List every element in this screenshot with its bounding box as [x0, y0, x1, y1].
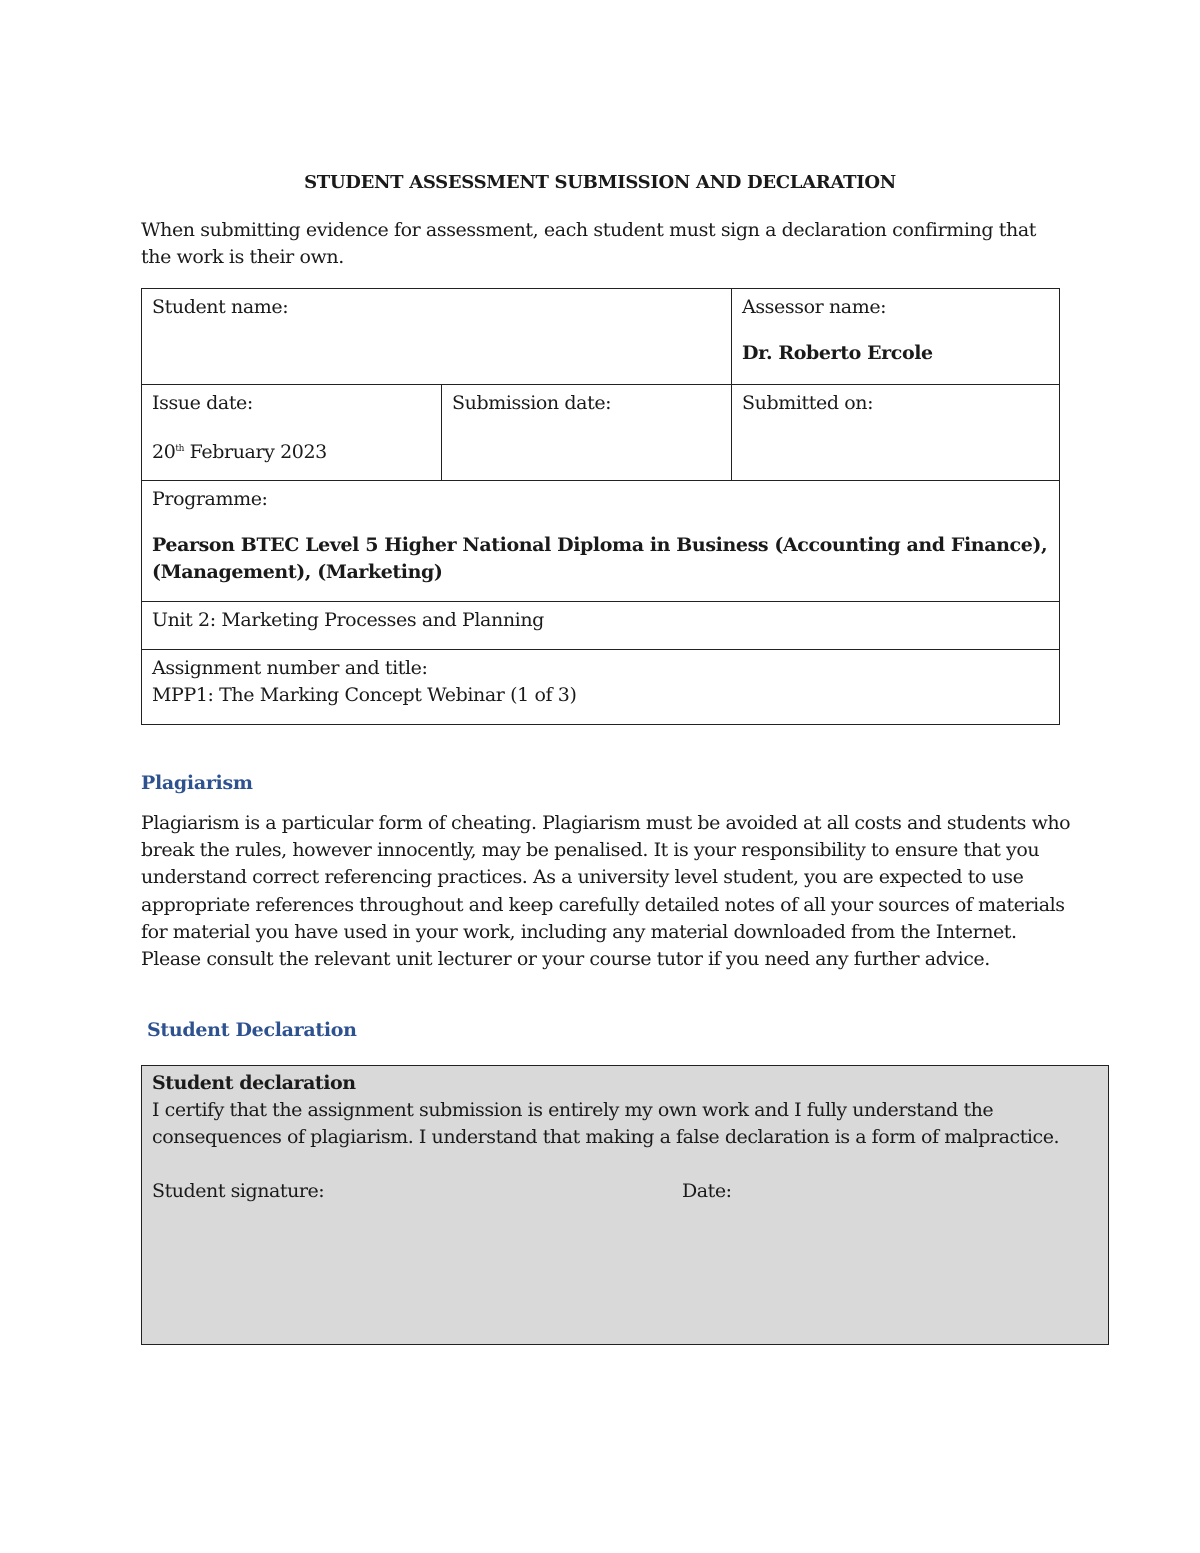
- submission-date-label: Submission date:: [452, 392, 612, 414]
- plagiarism-heading: Plagiarism: [141, 772, 253, 794]
- student-declaration-box: [141, 1065, 1109, 1345]
- assessor-name-value: Dr. Roberto Ercole: [742, 342, 933, 364]
- declaration-text: I certify that the assignment submission is entirely my own work and I fully understand the consequences of plagiarism. I understand that making a false declaration is a form of malpractice.: [152, 1099, 1060, 1149]
- submitted-on-cell[interactable]: [732, 385, 1060, 481]
- submitted-on-label: Submitted on:: [742, 392, 874, 414]
- student-declaration-heading: Student Declaration: [147, 1019, 357, 1041]
- issue-date-label: Issue date:: [152, 392, 253, 414]
- issue-date-value: 20th February 2023: [152, 441, 327, 463]
- unit-cell: [142, 602, 1060, 650]
- programme-label: Programme:: [152, 488, 268, 510]
- declaration-box-title: Student declaration: [152, 1072, 356, 1094]
- assessor-name-label: Assessor name:: [742, 296, 887, 318]
- student-name-cell[interactable]: [142, 289, 732, 385]
- page-title: STUDENT ASSESSMENT SUBMISSION AND DECLARATION: [304, 172, 896, 193]
- assignment-label: Assignment number and title:: [152, 657, 428, 679]
- programme-cell: [142, 481, 1060, 602]
- submission-date-cell[interactable]: [442, 385, 732, 481]
- student-signature-field[interactable]: Student signature:: [152, 1180, 325, 1202]
- assignment-value: MPP1: The Marking Concept Webinar (1 of 3): [152, 684, 577, 706]
- intro-paragraph: When submitting evidence for assessment, each student must sign a declaration confirming that the work is their own.: [141, 219, 1037, 268]
- programme-value: Pearson BTEC Level 5 Higher National Diploma in Business (Accounting and Finance), (Management), (Marketing): [152, 534, 1048, 583]
- assignment-cell: [142, 650, 1060, 725]
- assessor-name-cell: [732, 289, 1060, 385]
- student-name-label: Student name:: [152, 296, 289, 318]
- plagiarism-paragraph: Plagiarism is a particular form of cheating. Plagiarism must be avoided at all costs and students who break the rules, however innocently, may be penalised. It is your responsibility to ensure that you understand correct referencing practices. As a university level student, you are expected to use appropriate references throughout and keep carefully detailed notes of all your sources of materials for material you have used in your work, including any material downloaded from the Internet. Please consult the relevant unit lecturer or your course tutor if you need any further advice.: [141, 812, 1071, 971]
- issue-date-cell: [142, 385, 442, 481]
- declaration-date-field[interactable]: Date:: [682, 1180, 732, 1202]
- submission-details-table: [141, 288, 1060, 725]
- unit-title: Unit 2: Marketing Processes and Planning: [152, 609, 544, 631]
